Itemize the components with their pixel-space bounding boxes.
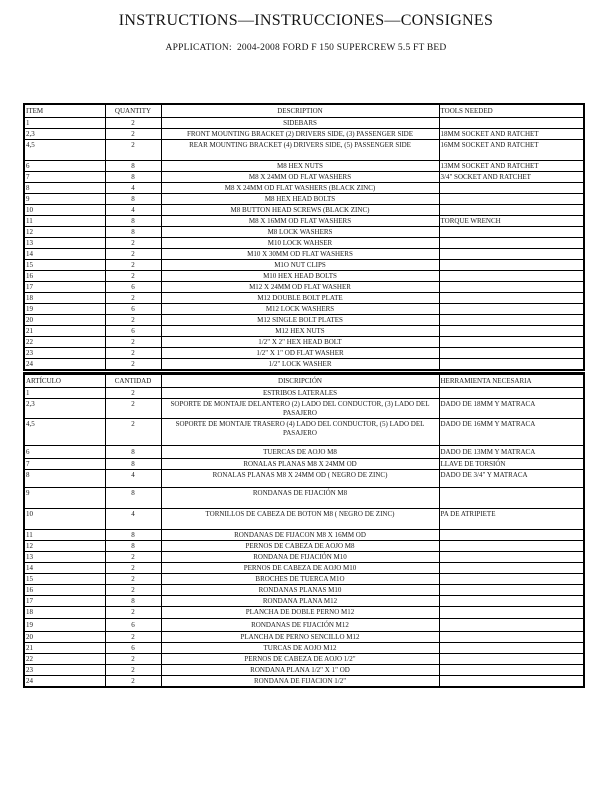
description-cell: PERNOS DE CABEZA DE AOJO M8 — [161, 541, 439, 552]
quantity-cell: 2 — [105, 129, 161, 140]
description-cell: M8 HEX NUTS — [161, 161, 439, 172]
item-cell: 10 — [24, 205, 105, 216]
quantity-cell: 8 — [105, 459, 161, 470]
description-cell: PERNOS DE CABEZA DE AOJO M10 — [161, 563, 439, 574]
description-cell: M12 HEX NUTS — [161, 326, 439, 337]
parts-table-english — [23, 103, 585, 371]
quantity-cell: 6 — [105, 326, 161, 337]
table-row — [24, 282, 584, 293]
tools-cell — [439, 337, 584, 348]
item-cell: 20 — [24, 632, 105, 643]
table-row — [24, 470, 584, 488]
description-cell: 1/2" LOCK WASHER — [161, 359, 439, 371]
item-cell: 4,5 — [24, 419, 105, 446]
table-row — [24, 348, 584, 359]
item-cell: 17 — [24, 596, 105, 607]
tools-cell: TORQUE WRENCH — [439, 216, 584, 227]
description-cell: M12 DOUBLE BOLT PLATE — [161, 293, 439, 304]
quantity-cell: 2 — [105, 140, 161, 161]
table-row — [24, 619, 584, 632]
description-cell: M10 HEX HEAD BOLTS — [161, 271, 439, 282]
tools-cell — [439, 238, 584, 249]
tools-cell — [439, 619, 584, 632]
page-title: INSTRUCTIONS—INSTRUCCIONES—CONSIGNES — [118, 12, 494, 29]
description-cell: TUERCAS DE AOJO M8 — [161, 446, 439, 459]
item-cell: 24 — [24, 359, 105, 371]
description-cell: SOPORTE DE MONTAJE DELANTERO (2) LADO DEL CONDUCTOR, (3) LADO DEL PASAJERO — [161, 399, 439, 419]
table-row — [24, 293, 584, 304]
spanish-col-header-item: ARTÍCULO — [24, 374, 105, 388]
item-cell: 15 — [24, 574, 105, 585]
item-cell: 12 — [24, 541, 105, 552]
tools-cell — [439, 293, 584, 304]
tools-cell — [439, 326, 584, 337]
spanish-col-header-tools: HERRAMIENTA NECESARIA — [439, 374, 584, 388]
description-cell: RONDANA PLANA 1/2" X 1" OD — [161, 665, 439, 676]
item-cell: 15 — [24, 260, 105, 271]
tools-cell: 13MM SOCKET AND RATCHET — [439, 161, 584, 172]
quantity-cell: 6 — [105, 304, 161, 315]
description-cell: M8 LOCK WASHERS — [161, 227, 439, 238]
item-cell: 13 — [24, 238, 105, 249]
table-row — [24, 643, 584, 654]
description-cell: M8 X 24MM OD FLAT WASHERS — [161, 172, 439, 183]
tools-cell — [439, 282, 584, 293]
tools-cell — [439, 665, 584, 676]
quantity-cell: 8 — [105, 446, 161, 459]
table-row — [24, 326, 584, 337]
item-cell: 8 — [24, 470, 105, 488]
description-cell: 1/2" X 1" OD FLAT WASHER — [161, 348, 439, 359]
item-cell: 24 — [24, 676, 105, 688]
english-col-header-description: DESCRIPTION — [161, 104, 439, 118]
description-cell: M10 LOCK WAHSER — [161, 238, 439, 249]
quantity-cell: 4 — [105, 509, 161, 530]
item-cell: 18 — [24, 607, 105, 619]
tools-cell — [439, 488, 584, 509]
tools-cell — [439, 271, 584, 282]
item-cell: 8 — [24, 183, 105, 194]
application-line: APPLICATION: 2004-2008 FORD F 150 SUPERCREW 5.5 FT BED — [165, 43, 447, 53]
table-row — [24, 530, 584, 541]
tools-cell: DADO DE 13MM Y MATRACA — [439, 446, 584, 459]
description-cell: RONDANA PLANA M12 — [161, 596, 439, 607]
quantity-cell: 6 — [105, 643, 161, 654]
table-row — [24, 118, 584, 129]
tools-cell — [439, 118, 584, 129]
quantity-cell: 2 — [105, 315, 161, 326]
quantity-cell: 2 — [105, 399, 161, 419]
tools-cell — [439, 227, 584, 238]
item-cell: 21 — [24, 326, 105, 337]
quantity-cell: 2 — [105, 238, 161, 249]
quantity-cell: 2 — [105, 337, 161, 348]
item-cell: 7 — [24, 459, 105, 470]
spanish-col-header-quantity: CANTIDAD — [105, 374, 161, 388]
tools-cell — [439, 607, 584, 619]
description-cell: PERNOS DE CABEZA DE AOJO 1/2" — [161, 654, 439, 665]
table-row — [24, 585, 584, 596]
item-cell: 14 — [24, 249, 105, 260]
tools-cell — [439, 194, 584, 205]
quantity-cell: 8 — [105, 227, 161, 238]
description-cell: RONDANAS DE FIJACON M8 X 16MM OD — [161, 530, 439, 541]
tools-cell — [439, 552, 584, 563]
table-row — [24, 541, 584, 552]
table-row — [24, 161, 584, 172]
item-cell: 4,5 — [24, 140, 105, 161]
item-cell: 11 — [24, 530, 105, 541]
tools-cell — [439, 304, 584, 315]
table-row — [24, 419, 584, 446]
table-row — [24, 172, 584, 183]
table-row — [24, 238, 584, 249]
tools-cell — [439, 530, 584, 541]
description-cell: M12 X 24MM OD FLAT WASHER — [161, 282, 439, 293]
description-cell: M8 X 24MM OD FLAT WASHERS (BLACK ZINC) — [161, 183, 439, 194]
tools-cell — [439, 315, 584, 326]
quantity-cell: 2 — [105, 359, 161, 371]
table-row — [24, 596, 584, 607]
item-cell: 13 — [24, 552, 105, 563]
tools-cell — [439, 632, 584, 643]
description-cell: BROCHES DE TUERCA M1O — [161, 574, 439, 585]
tools-cell — [439, 563, 584, 574]
table-row — [24, 388, 584, 399]
item-cell: 7 — [24, 172, 105, 183]
item-cell: 14 — [24, 563, 105, 574]
table-row — [24, 654, 584, 665]
quantity-cell: 2 — [105, 249, 161, 260]
tools-cell — [439, 654, 584, 665]
description-cell: RONDANA DE FIJACION 1/2" — [161, 676, 439, 688]
tools-cell: 16MM SOCKET AND RATCHET — [439, 140, 584, 161]
item-cell: 19 — [24, 304, 105, 315]
table-row — [24, 194, 584, 205]
parts-table-spanish — [23, 372, 585, 688]
quantity-cell: 2 — [105, 585, 161, 596]
description-cell: ESTRIBOS LATERALES — [161, 388, 439, 399]
description-cell: M12 SINGLE BOLT PLATES — [161, 315, 439, 326]
description-cell: M8 BUTTON HEAD SCREWS (BLACK ZINC) — [161, 205, 439, 216]
description-cell: M10 X 30MM OD FLAT WASHERS — [161, 249, 439, 260]
quantity-cell: 2 — [105, 118, 161, 129]
spanish-col-header-description: DISCRIPCIÓN — [161, 374, 439, 388]
description-cell: PLANCHA DE DOBLE PERNO M12 — [161, 607, 439, 619]
item-cell: 2,3 — [24, 399, 105, 419]
description-cell: RONALAS PLANAS M8 X 24MM OD ( NEGRO DE ZINC) — [161, 470, 439, 488]
table-row — [24, 359, 584, 371]
description-cell: RONDANA DE FIJACIÓN M10 — [161, 552, 439, 563]
description-cell: M8 HEX HEAD BOLTS — [161, 194, 439, 205]
table-row — [24, 488, 584, 509]
tools-cell: DADO DE 18MM Y MATRACA — [439, 399, 584, 419]
table-row — [24, 399, 584, 419]
description-cell: RONDANAS DE FIJACIÓN M12 — [161, 619, 439, 632]
table-row — [24, 574, 584, 585]
table-row — [24, 304, 584, 315]
table-row — [24, 563, 584, 574]
quantity-cell: 8 — [105, 530, 161, 541]
table-row — [24, 205, 584, 216]
item-cell: 12 — [24, 227, 105, 238]
table-row — [24, 632, 584, 643]
tools-cell — [439, 596, 584, 607]
item-cell: 16 — [24, 271, 105, 282]
tools-cell: 18MM SOCKET AND RATCHET — [439, 129, 584, 140]
description-cell: REAR MOUNTING BRACKET (4) DRIVERS SIDE, (5) PASSENGER SIDE — [161, 140, 439, 161]
description-cell: M12 LOCK WASHERS — [161, 304, 439, 315]
table-row — [24, 183, 584, 194]
item-cell: 19 — [24, 619, 105, 632]
tools-cell — [439, 574, 584, 585]
item-cell: 23 — [24, 348, 105, 359]
tools-cell — [439, 585, 584, 596]
tools-cell — [439, 643, 584, 654]
item-cell: 16 — [24, 585, 105, 596]
item-cell: 6 — [24, 161, 105, 172]
table-row — [24, 509, 584, 530]
english-col-header-item: ITEM — [24, 104, 105, 118]
table-row — [24, 271, 584, 282]
description-cell: TURCAS DE AOJO M12 — [161, 643, 439, 654]
english-col-header-tools: TOOLS NEEDED — [439, 104, 584, 118]
description-cell: TORNILLOS DE CABEZA DE BOTON M8 ( NEGRO DE ZINC) — [161, 509, 439, 530]
item-cell: 20 — [24, 315, 105, 326]
quantity-cell: 6 — [105, 619, 161, 632]
english-header-row — [24, 104, 584, 118]
quantity-cell: 8 — [105, 596, 161, 607]
tools-cell — [439, 205, 584, 216]
quantity-cell: 2 — [105, 419, 161, 446]
description-cell: RONALAS PLANAS M8 X 24MM OD — [161, 459, 439, 470]
description-cell: PLANCHA DE PERNO SENCILLO M12 — [161, 632, 439, 643]
tools-cell: LLAVE DE TORSIÓN — [439, 459, 584, 470]
tools-cell — [439, 260, 584, 271]
table-row — [24, 676, 584, 688]
table-row — [24, 337, 584, 348]
quantity-cell: 2 — [105, 293, 161, 304]
quantity-cell: 2 — [105, 260, 161, 271]
description-cell: SOPORTE DE MONTAJE TRASERO (4) LADO DEL CONDUCTOR, (5) LADO DEL PASAJERO — [161, 419, 439, 446]
tools-cell — [439, 249, 584, 260]
quantity-cell: 2 — [105, 552, 161, 563]
parts-tables — [23, 103, 583, 688]
quantity-cell: 6 — [105, 282, 161, 293]
table-row — [24, 315, 584, 326]
quantity-cell: 8 — [105, 161, 161, 172]
item-cell: 9 — [24, 488, 105, 509]
item-cell: 23 — [24, 665, 105, 676]
description-cell: M1O NUT CLIPS — [161, 260, 439, 271]
quantity-cell: 4 — [105, 205, 161, 216]
table-row — [24, 446, 584, 459]
description-cell: RONDANAS DE FIJACIÓN M8 — [161, 488, 439, 509]
quantity-cell: 2 — [105, 388, 161, 399]
spanish-header-row — [24, 374, 584, 388]
description-cell: SIDEBARS — [161, 118, 439, 129]
quantity-cell: 2 — [105, 348, 161, 359]
description-cell: M8 X 16MM OD FLAT WASHERS — [161, 216, 439, 227]
table-row — [24, 129, 584, 140]
tools-cell — [439, 348, 584, 359]
quantity-cell: 2 — [105, 271, 161, 282]
english-col-header-quantity: QUANTITY — [105, 104, 161, 118]
item-cell: 11 — [24, 216, 105, 227]
table-row — [24, 459, 584, 470]
table-row — [24, 249, 584, 260]
tools-cell: PA DE ATRIPIETE — [439, 509, 584, 530]
table-row — [24, 665, 584, 676]
quantity-cell: 2 — [105, 632, 161, 643]
description-cell: FRONT MOUNTING BRACKET (2) DRIVERS SIDE, (3) PASSENGER SIDE — [161, 129, 439, 140]
item-cell: 6 — [24, 446, 105, 459]
quantity-cell: 2 — [105, 607, 161, 619]
table-row — [24, 607, 584, 619]
item-cell: 22 — [24, 654, 105, 665]
description-cell: 1/2" X 2" HEX HEAD BOLT — [161, 337, 439, 348]
quantity-cell: 2 — [105, 676, 161, 688]
item-cell: 10 — [24, 509, 105, 530]
tools-cell: DADO DE 16MM Y MATRACA — [439, 419, 584, 446]
quantity-cell: 2 — [105, 654, 161, 665]
quantity-cell: 2 — [105, 563, 161, 574]
item-cell: 22 — [24, 337, 105, 348]
item-cell: 17 — [24, 282, 105, 293]
item-cell: 1 — [24, 118, 105, 129]
tools-cell — [439, 183, 584, 194]
description-cell: RONDANAS PLANAS M10 — [161, 585, 439, 596]
quantity-cell: 8 — [105, 488, 161, 509]
quantity-cell: 4 — [105, 470, 161, 488]
quantity-cell: 8 — [105, 194, 161, 205]
tools-cell: DADO DE 3/4" Y MATRACA — [439, 470, 584, 488]
table-row — [24, 552, 584, 563]
table-row — [24, 140, 584, 161]
tools-cell — [439, 676, 584, 688]
tools-cell — [439, 388, 584, 399]
table-row — [24, 227, 584, 238]
item-cell: 18 — [24, 293, 105, 304]
tools-cell — [439, 541, 584, 552]
quantity-cell: 8 — [105, 172, 161, 183]
item-cell: 1 — [24, 388, 105, 399]
quantity-cell: 2 — [105, 665, 161, 676]
item-cell: 2,3 — [24, 129, 105, 140]
table-row — [24, 260, 584, 271]
item-cell: 9 — [24, 194, 105, 205]
tools-cell: 3/4" SOCKET AND RATCHET — [439, 172, 584, 183]
item-cell: 21 — [24, 643, 105, 654]
tools-cell — [439, 359, 584, 371]
quantity-cell: 2 — [105, 574, 161, 585]
table-row — [24, 216, 584, 227]
quantity-cell: 8 — [105, 541, 161, 552]
quantity-cell: 8 — [105, 216, 161, 227]
quantity-cell: 4 — [105, 183, 161, 194]
